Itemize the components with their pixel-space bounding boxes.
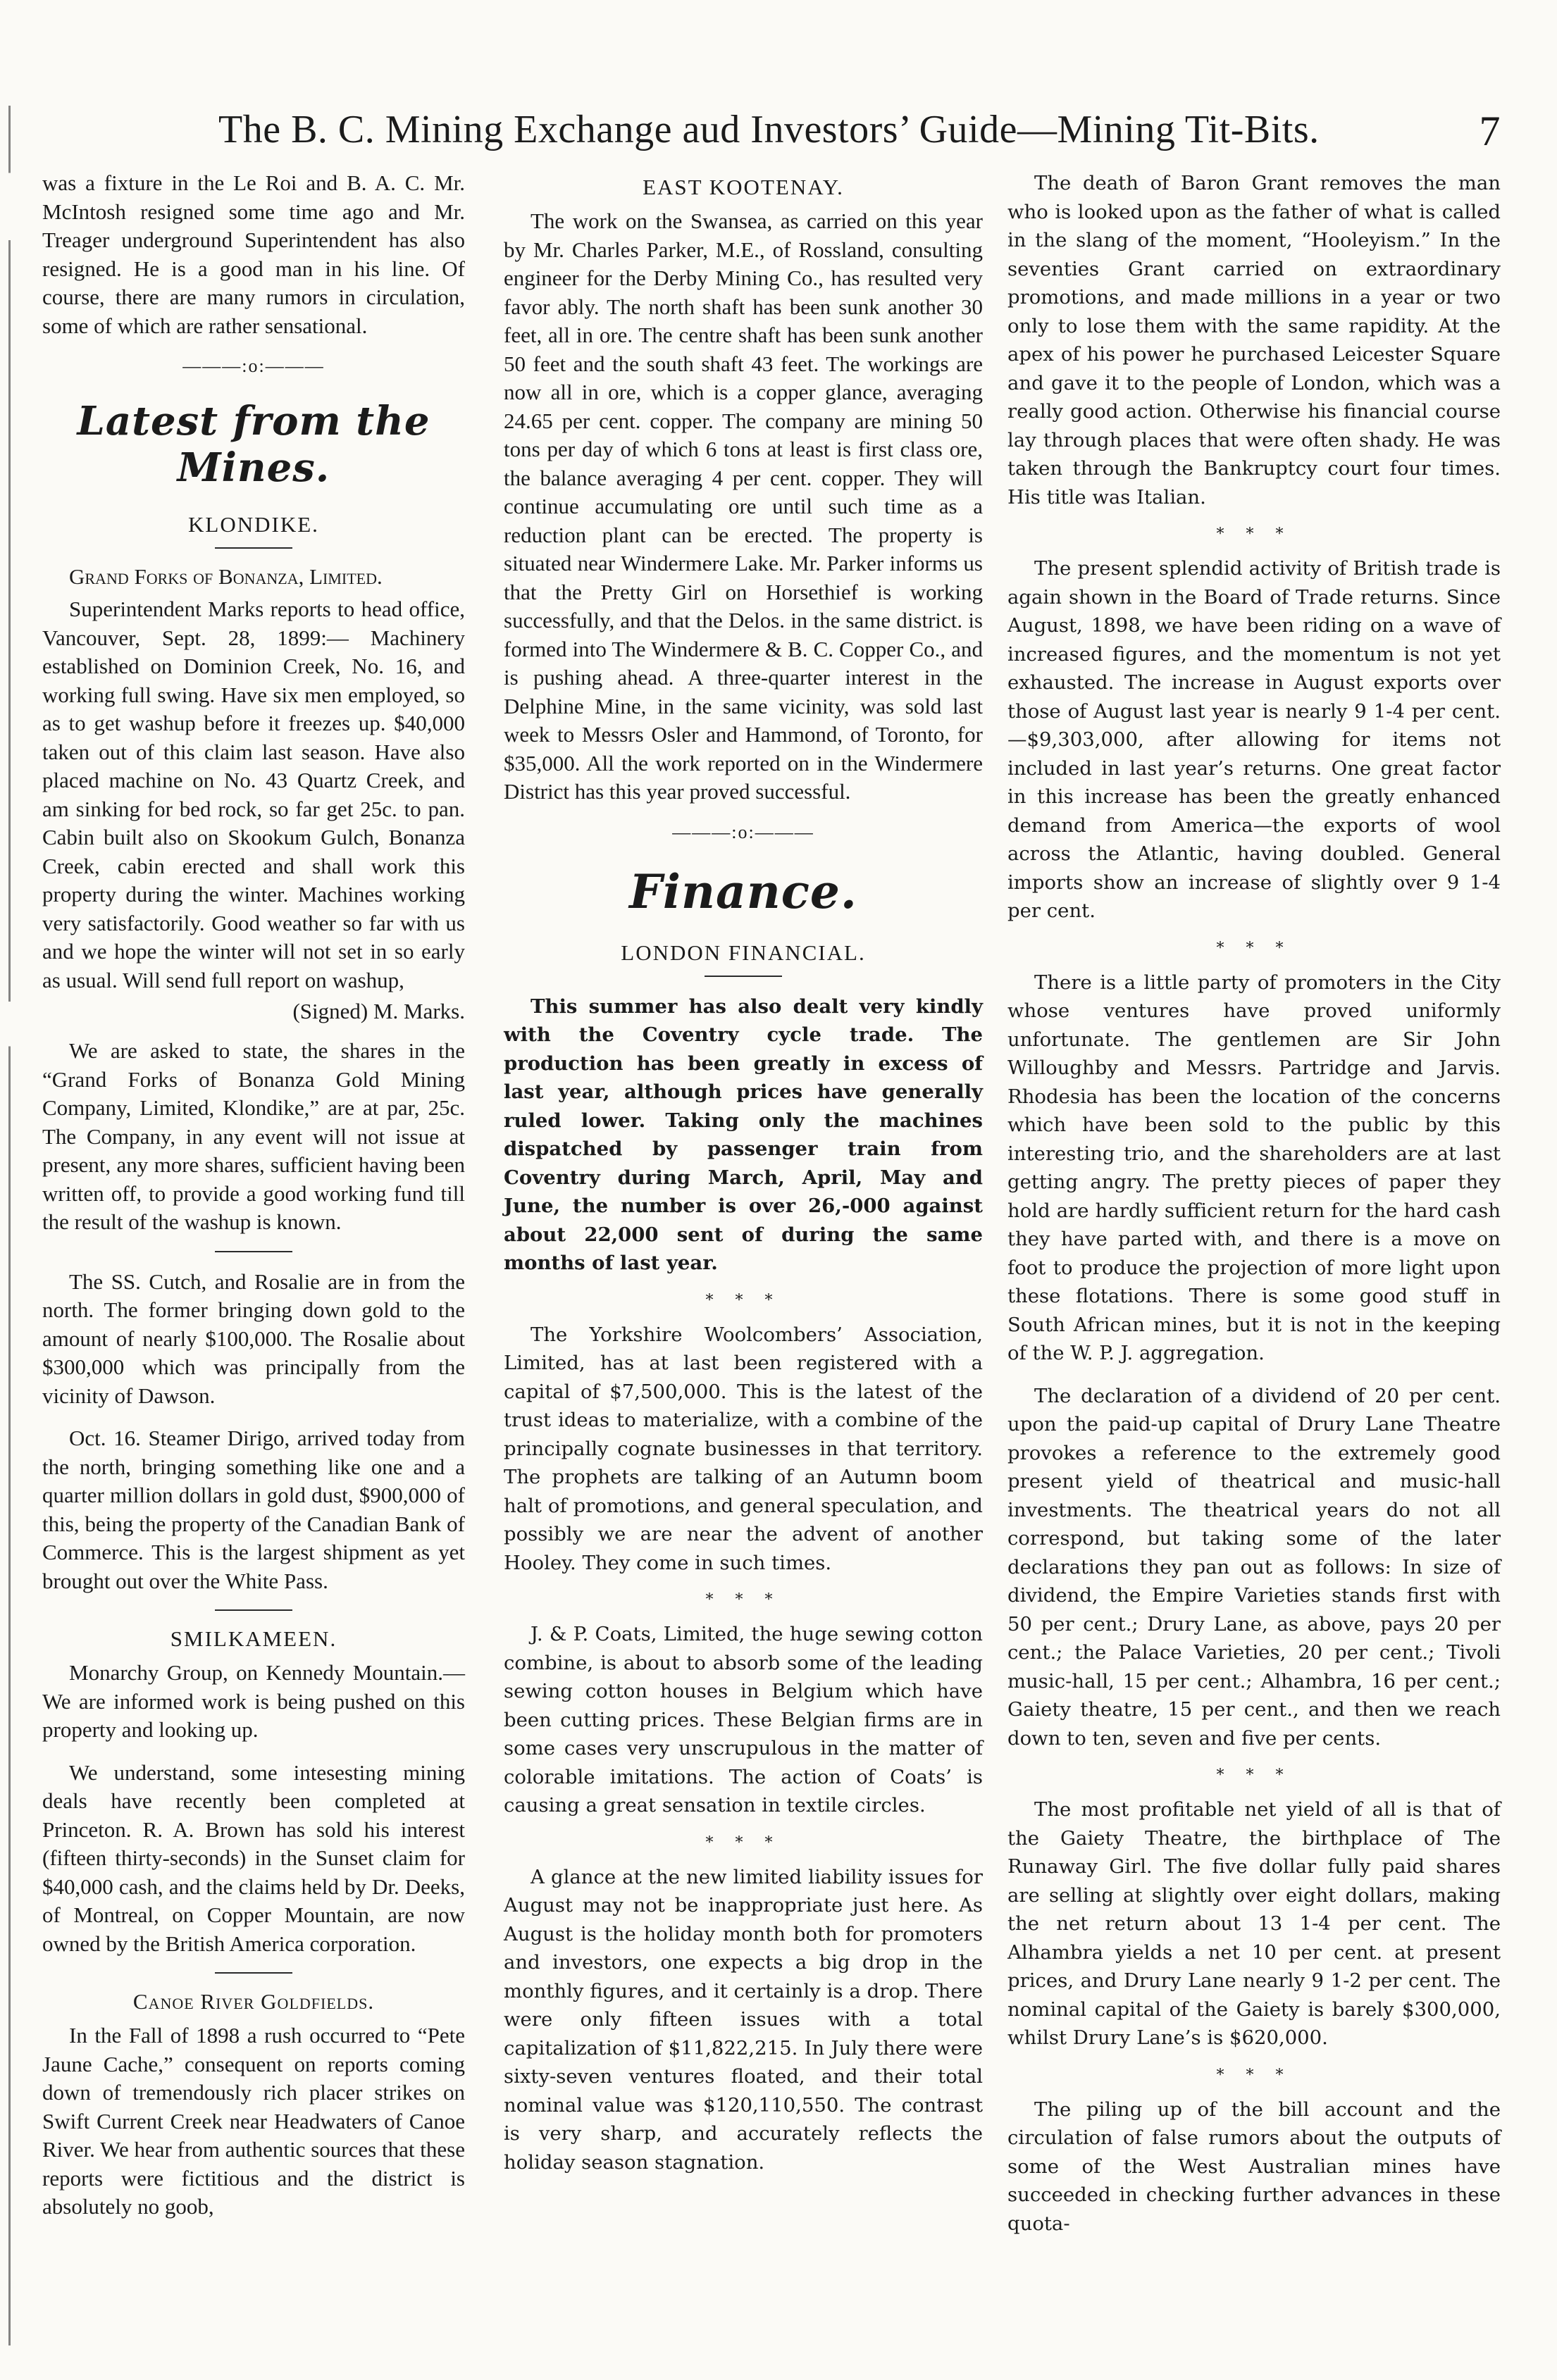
coats-paragraph: J. & P. Coats, Limited, the huge sewing cotton combine, is about to absorb some of the leading sewing cotton houses in Belgium which have been cutting prices. These Belgian firms are in some cases very unscrupulous in the matter of colorable imitations. The action of Coats’ is causing a great sensation in textile circles. [504,1623,983,1817]
divider [215,1972,292,1974]
coventry-paragraph: This summer has also dealt very kindly with the Coventry cycle trade. The production has been greatly in excess of last year, although prices have generally ruled lower. Taking only the machines dispatched by passenger train from Coventry during March, April, May and June, the number is over 26,-000 against about 22,000 sent of during the same months of last year. [504,995,983,1274]
drury-lane-paragraph: The declaration of a dividend of 20 per cent. upon the paid-up capital of Drury Lane Theatre provokes a reference to the extremely good present yield of theatrical and music-hall investments. The theatrical years do not all correspond, but taking some of the later declarations they pan out as follows: In size of dividend, the Empire Varieties stands first with 50 per cent.; Drury Lane, as above, pays 20 per cent.; the Palace Varieties, 20 per cent.; Tivoli music-hall, 15 per cent.; Alhambra, 16 per cent.; Gaiety theatre, 15 per cent., and then we reach down to ten, seven and five per cents. [1007,1384,1501,1750]
klondike-heading: KLONDIKE. [188,512,319,537]
intro-paragraph: was a fixture in the Le Roi and B. A. C. Mr. McIntosh resigned some time ago and Mr. Treager underground Superintendent has also resigned. He is a good man in his line. Of course, there are many rumors in circulation, some of which are rather sensational. [42,170,465,338]
cutch-rosalie-paragraph: The SS. Cutch, and Rosalie are in from the north. The former bringing down gold to the amount of nearly $100,000. The Rosalie about $300,000 which was principally from the vicinity of Dawson. [42,1269,465,1408]
promoters-paragraph: There is a little party of promoters in the City whose ventures have proved uniformly unfortunate. The gentlemen are Sir John Willoughby and Messrs. Partridge and Jarvis. Rhodesia has been the location of the concerns which have been sold to the public by this interesting trio, and the shareholders are at last getting angry. The pretty pieces of paper they hold are hardly sufficient return for the hard cash they have parted with, and there is a move on foot to produce the projection of more light upon these flotations. There is some good stuff in South African mines, but it is not in the keeping of the W. P. J. aggregation. [1007,971,1501,1364]
east-kootenay-paragraph: The work on the Swansea, as carried on this year by Mr. Charles Parker, M.E., of Rossland, consulting engineer for the Derby Mining Co., has resulted very favor ably. The north shaft has been sunk another 30 feet, all in ore. The centre shaft has been sunk another 50 feet and the south shaft 43 feet. The workings are now all in ore, which is a copper glance, averaging 24.65 per cent. copper. The company are mining 50 tons per day of which 6 tons at least is first class ore, the balance averaging 4 per cent. copper. They will continue accumulating ore until such time as a reduction plant can be erected. The property is situated near Windermere Lake. Mr. Parker informs us that the Pretty Girl on Horsethief is working successfully, and that the Delos. in the same district. is formed into The Windermere & B. C. Copper Co., and is pushing ahead. A three-quarter interest in the Delphine Mine, in the same vicinity, was sold last week to Messrs Osler and Hammond, of Toronto, for $35,000. All the work reported on in the Windermere District has this year proved successful. [504,208,983,804]
liability-issues-paragraph: A glance at the new limited liability issues for August may not be inappropriate just here. As August is the holiday month both for promoters and investors, one expects a big drop in the monthly figures, and it certainly is a drop. There were only fifteen issues with a total capitalization of $11,822,215. In July there were sixty-seven ventures floated, and their total nominal value was $120,110,550. The contrast is very sharp, and accurately reflects the holiday season stagnation. [504,1865,983,2174]
latest-from-mines-heading: Latest from the Mines. [77,398,430,491]
british-trade-paragraph: The present splendid activity of British trade is again shown in the Board of Trade returns. Since August, 1898, we have been riding on a wave of increased figures, and the momentum is not yet exhausted. The increase in August exports over those of August last year is nearly 9 1-4 per cent.—$9,303,000, after allowing for items not included in last year’s returns. One great factor in this increase has been the greatly enhanced demand from America—the exports of wool across the Atlantic, having doubled. General imports show an increase of slightly over 9 1-4 per cent. [1007,557,1501,922]
divider [215,1609,292,1611]
divider [215,1251,292,1252]
london-financial-heading: LONDON FINANCIAL. [621,940,866,965]
stars-divider: * * * [1216,2066,1292,2084]
stars-divider: * * * [1216,939,1292,957]
grand-forks-report: Superintendent Marks reports to head office, Vancouver, Sept. 28, 1899:— Machinery established on Dominion Creek, No. 16, and working full swing. Have six men employed, so as to get washup before it freezes up. $40,000 taken out of this claim last season. Have also placed machine on No. 43 Quartz Creek, and am sinking for bed rock, so far get 25c. to pan. Cabin built also on Skookum Gulch, Bonanza Creek, cabin erected and shall work this property during the winter. Machines working very satisfactorily. Good weather so far with us and we hope the winter will not set in so early as usual. Will send full report on washup, [42,597,465,992]
finance-heading: Finance. [629,864,857,919]
gaiety-paragraph: The most profitable net yield of all is that of the Gaiety Theatre, the birthplace of The Runaway Girl. The five dollar fully paid shares are selling at slightly over eight dollars, making the net return about 13 1-4 per cent. The Alhambra yields a net 10 per cent. at present prices, and Drury Lane nearly 9 1-2 per cent. The nominal capital of the Gaiety is barely $300,000, whilst Drury Lane’s is $620,000. [1007,1798,1501,2049]
yorkshire-paragraph: The Yorkshire Woolcombers’ Association, Limited, has at last been registered with a capital of $7,500,000. This is the latest of the trust ideas to materialize, with a combine of the principally cognate businesses in that territory. The prophets are talking of an Autumn boom halt of promotions, and general speculation, and possibly we are near the advent of another Hooley. They come in such times. [504,1323,983,1574]
separator: ———:o:——— [672,821,814,842]
column-right [1007,169,1501,2252]
stars-divider: * * * [705,1291,781,1309]
princeton-deals-paragraph: We understand, some intesesting mining deals have recently been completed at Princeton. R. A. Brown has sold his interest (fifteen thirty-seconds) in the Sunset claim for $40,000 cash, and the claims held by Dr. Deeks, of Montreal, on Copper Mountain, are now owned by the British America corporation. [42,1759,465,1956]
monarchy-group-paragraph: Monarchy Group, on Kennedy Mountain.—We are informed work is being pushed on this property and looking up. [42,1660,465,1742]
stars-divider: * * * [1216,1767,1292,1784]
page-header [218,99,1501,169]
separator: ———:o:——— [182,356,325,376]
column-left [42,169,465,2236]
signature: (Signed) M. Marks. [292,999,465,1023]
stars-divider: * * * [1216,525,1292,543]
canoe-river-paragraph: In the Fall of 1898 a rush occurred to “Pete Jaune Cache,” consequent on reports coming down of tremendously rich placer strikes on Swift Current Creek near Headwaters of Canoe River. We hear from authentic sources that these reports were fictitious and the district is absolutely no goob, [42,2023,465,2219]
smilkameen-heading: SMILKAMEEN. [170,1626,337,1651]
baron-grant-paragraph: The death of Baron Grant removes the man who is looked upon as the father of what is called in the slang of the moment, “Hooleyism.” In the seventies Grant carried on extraordinary promotions, and made millions in a year or two only to lose them with the same rapidity. At the apex of his power he purchased Leicester Square and gave it to the people of London, which was a really good action. Otherwise his financial course lay through places that were often shady. He was taken through the Bankruptcy court four times. His title was Italian. [1007,172,1501,509]
column-middle [504,169,983,2191]
bill-account-paragraph: The piling up of the bill account and the circulation of false rumors about the outputs of some of the West Australian mines have succeeded in checking further advances in these quota- [1007,2098,1501,2235]
page-edge-line [8,106,11,2345]
dirigo-paragraph: Oct. 16. Steamer Dirigo, arrived today from the north, bringing something like one and a quarter million dollars in gold dust, $900,000 of this, being the property of the Canadian Bank of Commerce. This is the largest shipment as yet brought out over the White Pass. [42,1426,465,1593]
divider [705,976,782,977]
running-title: The B. C. Mining Exchange aud Investors’ Guide—Mining Tit-Bits. [218,108,1320,151]
page-number: 7 [1479,108,1501,154]
stars-divider: * * * [705,1833,781,1852]
east-kootenay-heading: EAST KOOTENAY. [643,175,844,199]
divider [215,547,292,549]
grand-forks-heading: Grand Forks of Bonanza, Limited. [69,564,383,589]
canoe-river-heading: Canoe River Goldfields. [132,1989,375,2014]
stars-divider: * * * [705,1591,781,1609]
shares-statement: We are asked to state, the shares in the “Grand Forks of Bonanza Gold Mining Company, Limited, Klondike,” are at par, 25c. The Company, in any event will not issue at present, any more shares, sufficient having been written off, to provide a good working fund till the result of the washup is known. [42,1038,465,1234]
